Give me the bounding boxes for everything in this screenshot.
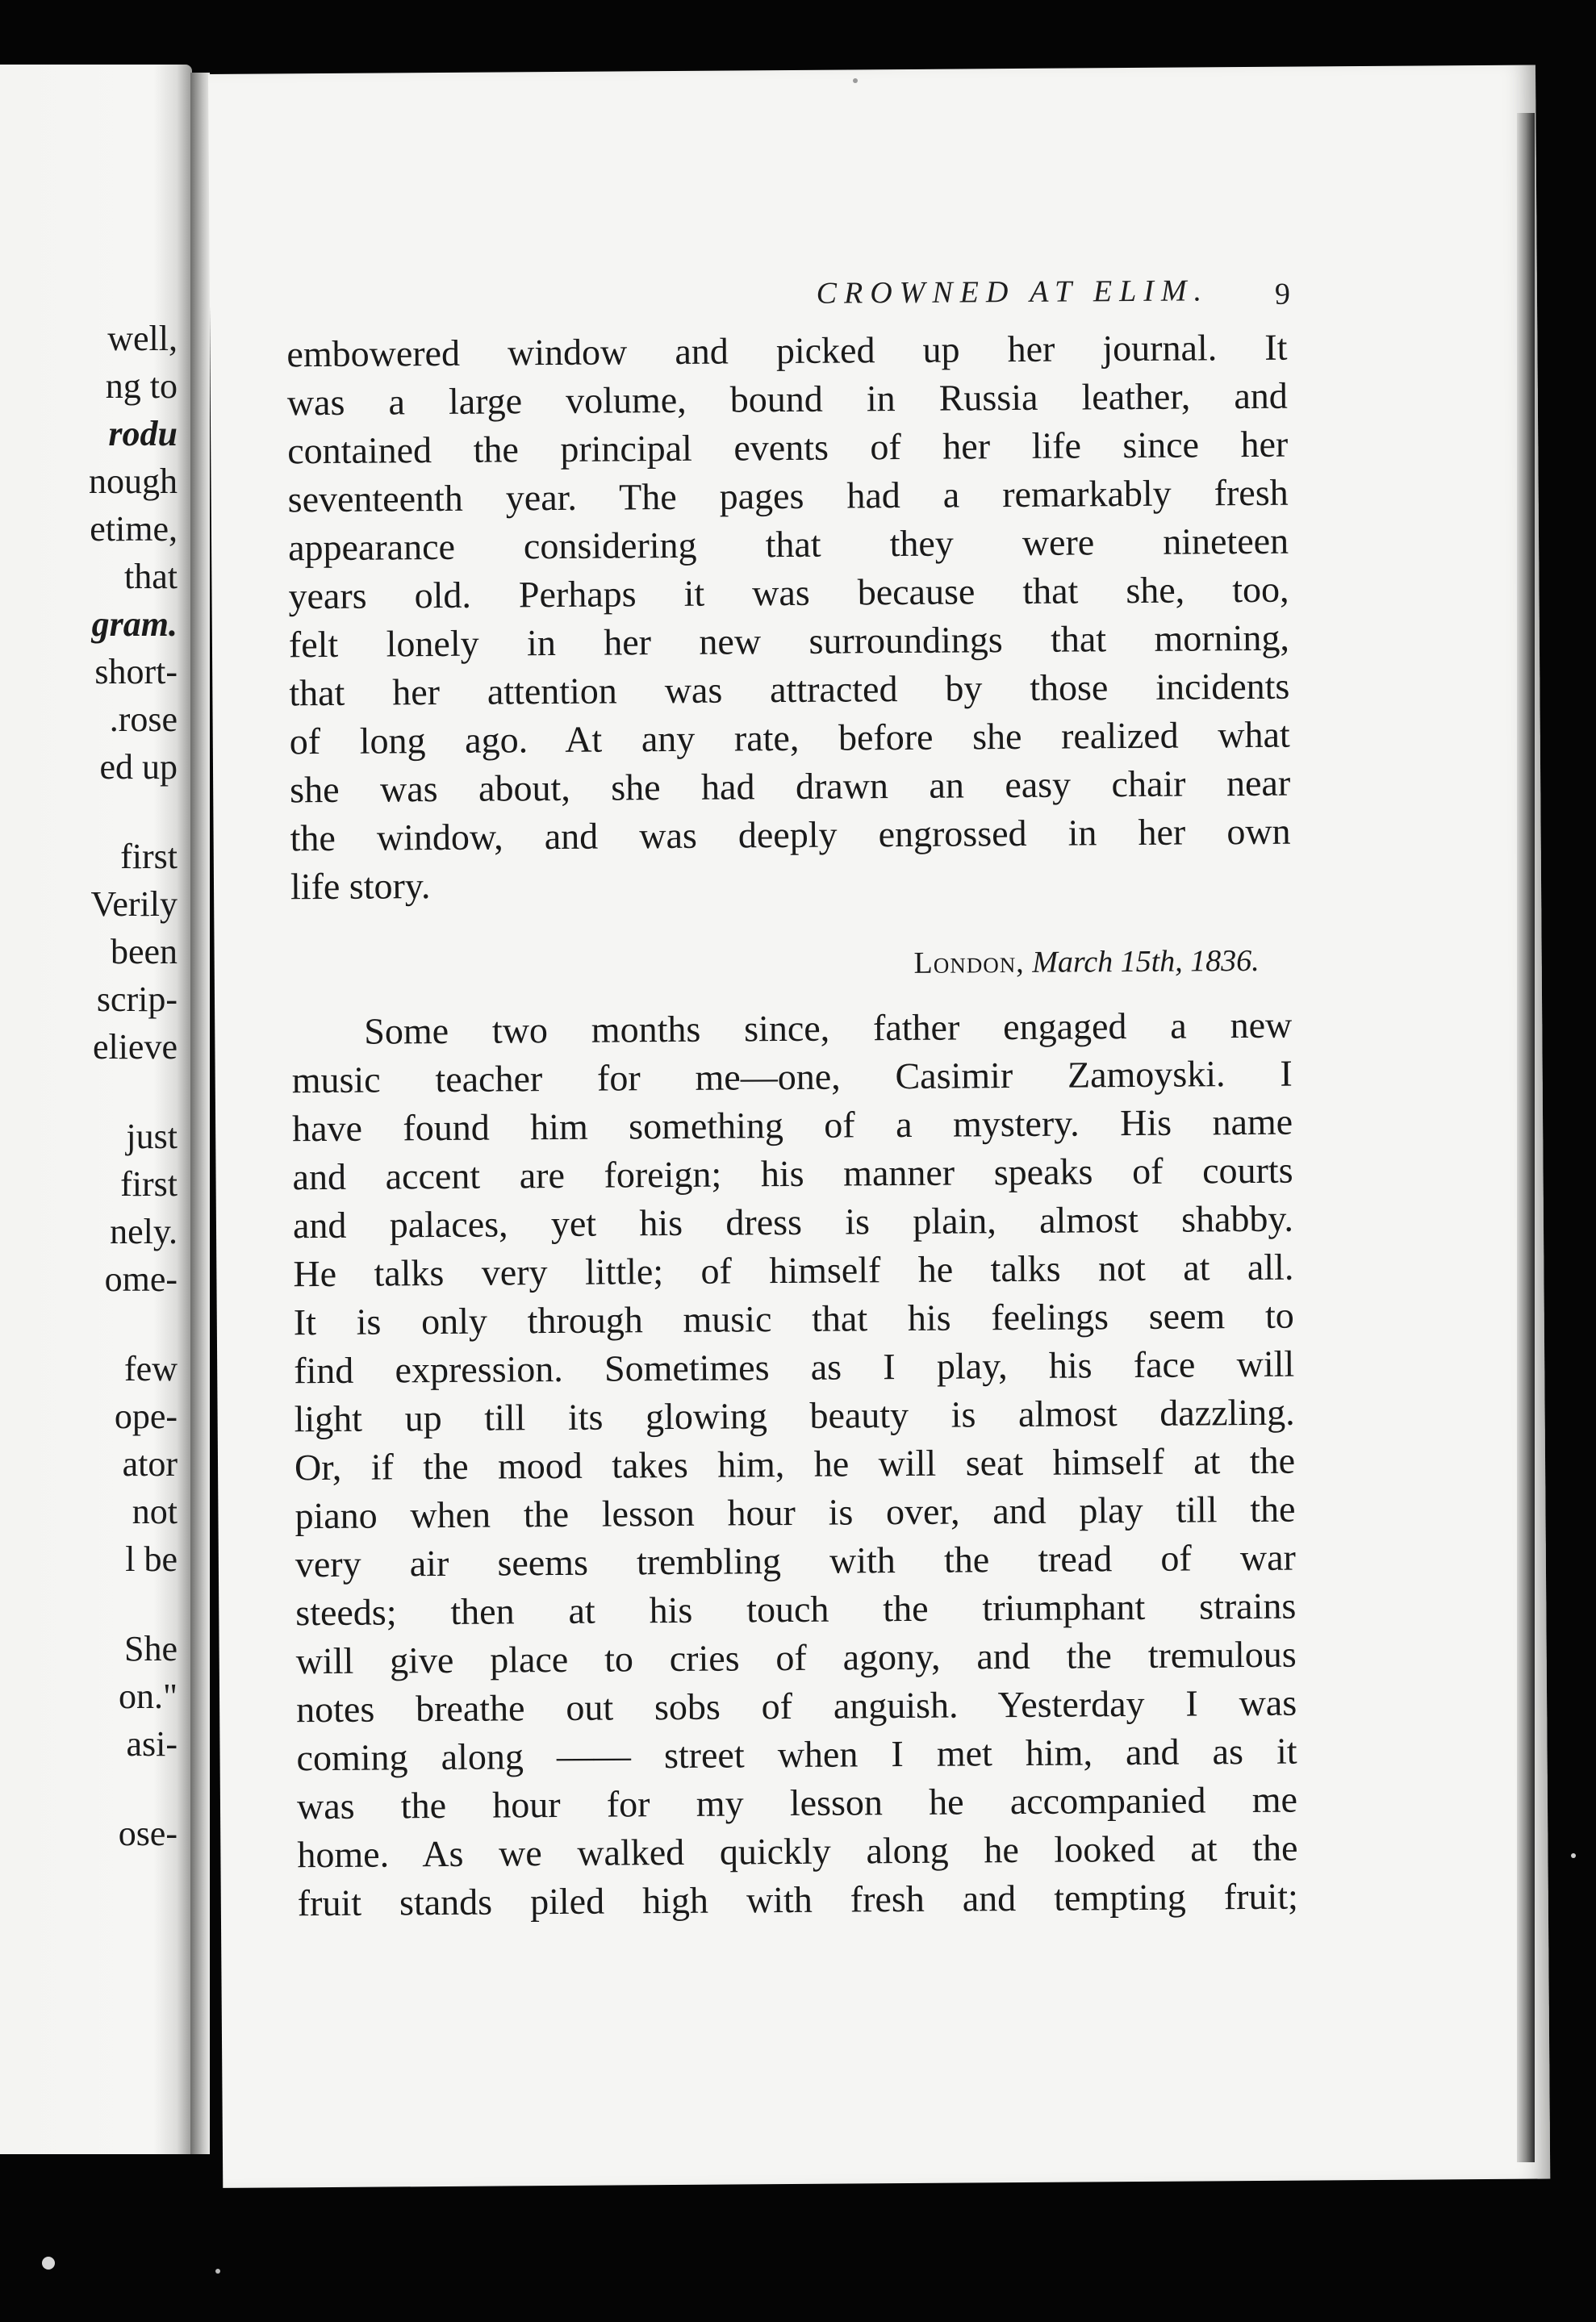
text-line: of long ago. At any rate, before she realized what [289, 713, 1290, 762]
left-page-line-fragment: rodu [108, 414, 178, 453]
left-page-line-fragment: gram. [91, 604, 178, 644]
text-line: Or, if the mood takes him, he will seat himself at the [294, 1439, 1296, 1489]
text-line: contained the principal events of her life since her [287, 423, 1289, 472]
text-line: He talks very little; of himself he talks not at all. [293, 1246, 1294, 1295]
left-page-line-fragment: Verily [90, 884, 178, 924]
left-page-line-fragment: elieve [92, 1027, 178, 1067]
text-line: she was about, she had drawn an easy chair near [290, 762, 1291, 811]
text-line: will give place to cries of agony, and the tremulous [295, 1633, 1297, 1682]
text-line: steeds; then at his touch the triumphant strains [295, 1585, 1297, 1634]
text-line: appearance considering that they were nineteen [287, 520, 1289, 569]
left-page-line-fragment: etime, [90, 509, 178, 549]
text-line: Some two months since, father engaged a new [364, 1004, 1293, 1052]
left-page-line-fragment: scrip- [96, 979, 178, 1019]
left-page-line-fragment: ome- [104, 1259, 178, 1299]
text-line: have found him something of a mystery. His name [291, 1100, 1293, 1150]
left-page-line-fragment: on." [119, 1677, 178, 1716]
text-line: the window, and was deeply engrossed in her own [290, 810, 1291, 859]
left-page-line-fragment: She [124, 1629, 178, 1668]
left-page-line-fragment: ope- [114, 1397, 178, 1436]
left-page-line-fragment: asi- [126, 1724, 178, 1764]
left-page-line-fragment: ng to [105, 366, 178, 406]
left-page-line-fragment: just [126, 1117, 178, 1156]
text-line: that her attention was attracted by those incidents [289, 665, 1290, 714]
page-number: 9 [1274, 277, 1291, 311]
left-page-line-fragment: ed up [99, 747, 178, 787]
text-line: light up till its glowing beauty is almost dazzling. [294, 1391, 1295, 1440]
dateline-place: London, [913, 945, 1025, 980]
left-page-line-fragment: well, [107, 319, 178, 358]
text-line: fruit stands piled high with fresh and tempting fruit; [297, 1875, 1298, 1924]
text-line: seventeenth year. The pages had a remarkably fresh [287, 471, 1289, 520]
dust-speck [215, 2269, 220, 2274]
text-line: home. As we walked quickly along he looked at the [297, 1827, 1298, 1876]
dateline-date: March 15th, 1836. [1032, 943, 1260, 979]
text-line: was the hour for my lesson he accompanied me [296, 1778, 1298, 1827]
left-page-line-fragment: ose- [118, 1814, 178, 1853]
left-page-line-fragment: first [120, 837, 178, 876]
left-page-line-fragment: nough [89, 461, 178, 501]
text-line: piano when the lesson hour is over, and play till the [295, 1488, 1296, 1537]
text-line: very air seems trembling with the tread of war [295, 1536, 1297, 1585]
text-line: was a large volume, bound in Russia leather, and [286, 374, 1288, 424]
dust-speck [1571, 1853, 1576, 1858]
left-page-line-fragment: first [120, 1164, 178, 1204]
left-page-line-fragment: .rose [109, 700, 178, 739]
text-line: life story. [290, 865, 431, 908]
left-page-line-fragment: ator [122, 1444, 178, 1484]
text-line: felt lonely in her new surroundings that morning, [288, 616, 1290, 666]
left-page-line-fragment: few [124, 1349, 178, 1389]
text-line: notes breathe out sobs of anguish. Yesterday I was [295, 1681, 1297, 1731]
running-head: CROWNED AT ELIM. [816, 274, 1210, 311]
dust-speck [42, 2257, 55, 2270]
text-line: years old. Perhaps it was because that she, too, [288, 568, 1289, 617]
left-page-line-fragment: that [124, 557, 178, 596]
text-line: It is only through music that his feelings seem to [293, 1294, 1294, 1343]
left-page-line-fragment: not [132, 1492, 178, 1531]
text-line: music teacher for me—one, Casimir Zamoyski. I [291, 1052, 1293, 1101]
left-page-line-fragment: l be [125, 1539, 178, 1579]
dust-speck [853, 78, 858, 83]
text-line: coming along —— street when I met him, and as it [296, 1730, 1297, 1779]
left-page-line-fragment: short- [94, 652, 178, 691]
left-page-line-fragment: nely. [110, 1212, 178, 1251]
text-line: and accent are foreign; his manner speaks of courts [292, 1149, 1293, 1198]
left-page-line-fragment: been [110, 932, 178, 971]
text-line: find expression. Sometimes as I play, his face will [294, 1343, 1295, 1392]
text-line: and palaces, yet his dress is plain, almost shabby. [292, 1197, 1294, 1247]
text-line: embowered window and picked up her journal. It [286, 326, 1288, 375]
